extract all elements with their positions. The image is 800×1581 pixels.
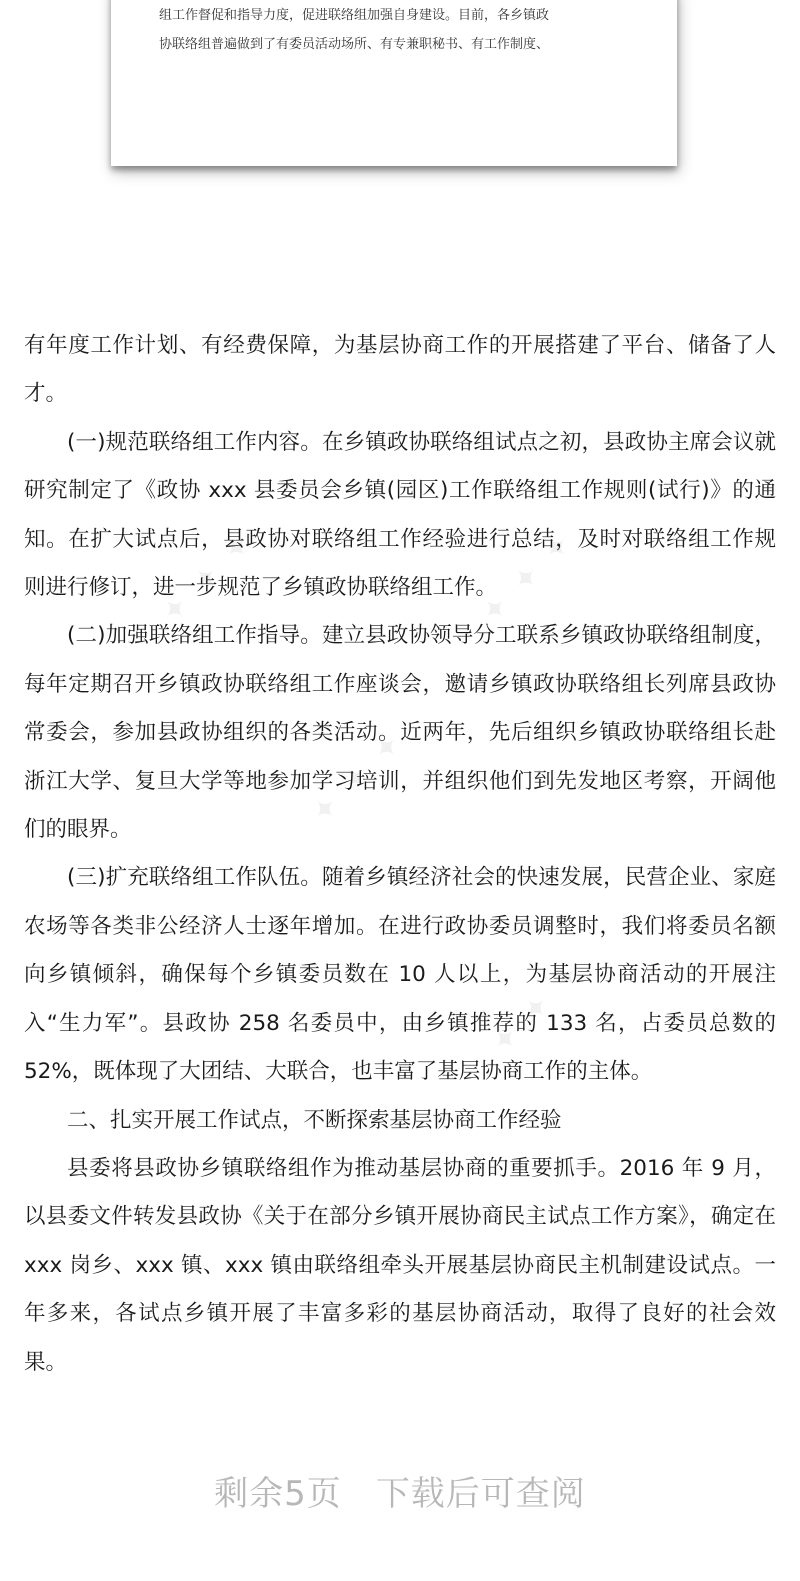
document-body (24, 322, 776, 1387)
watermark: ✦ ✦ ✦ (474, 524, 582, 631)
download-to-view-label: 下载后可查阅 (375, 1474, 586, 1514)
download-prompt[interactable] (0, 1466, 800, 1515)
paragraph: (一)规范联络组工作内容。在乡镇政协联络组试点之初，县政协主席会议就研究制定了《政协 xxx 县委员会乡镇(园区)工作联络组工作规则(试行)》的通知。在扩大试点后，县政协对联络组工作经验进行总结，及时对联络组工作规则进行修订，进一步规范了乡镇政协联络组工作。 (24, 429, 776, 601)
section-heading: 二、扎实开展工作试点，不断探索基层协商工作经验 (67, 1107, 562, 1133)
watermark: ✦ ✦ ✦ (484, 954, 592, 1061)
remaining-pages-label: 剩余5页 (214, 1474, 342, 1514)
paragraph: 有年度工作计划、有经费保障，为基层协商工作的开展搭建了平台、储备了人才。 (24, 333, 776, 407)
watermark: ✦ ✦ ✦ (154, 524, 262, 631)
watermark: ✦ ✦ ✦ (304, 724, 412, 831)
preview-line: 组工作督促和指导力度，促进联络组加强自身建设。目前，各乡镇政 (159, 8, 550, 23)
preview-line: 协联络组普遍做到了有委员活动场所、有专兼职秘书、有工作制度、 (159, 37, 550, 52)
page-preview-card (111, 0, 677, 166)
paragraph: (三)扩充联络组工作队伍。随着乡镇经济社会的快速发展，民营企业、家庭农场等各类非公经济人士逐年增加。在进行政协委员调整时，我们将委员名额向乡镇倾斜，确保每个乡镇委员数在 10 人以上，为基层协商活动的开展注入“生力军”。县政协 258 名委员中，由乡镇推荐的 133 名，占委员总数的 52%，既体现了大团结、大联合，也丰富了基层协商工作的主体。 (24, 865, 776, 1085)
paragraph: (二)加强联络组工作指导。建立县政协领导分工联系乡镇政协联络组制度，每年定期召开乡镇政协联络组工作座谈会，邀请乡镇政协联络组长列席县政协常委会，参加县政协组织的各类活动。近两年，先后组织乡镇政协联络组长赴浙江大学、复旦大学等地参加学习培训，并组织他们到先发地区考察，开阔他们的眼界。 (24, 623, 776, 843)
paragraph: 县委将县政协乡镇联络组作为推动基层协商的重要抓手。2016 年 9 月，以县委文件转发县政协《关于在部分乡镇开展协商民主试点工作方案》，确定在 xxx 岗乡、xxx 镇、xxx 镇由联络组牵头开展基层协商民主机制建设试点。一年多来，各试点乡镇开展了丰富多彩的基层协商活动，取得了良好的社会效果。 (24, 1155, 776, 1375)
